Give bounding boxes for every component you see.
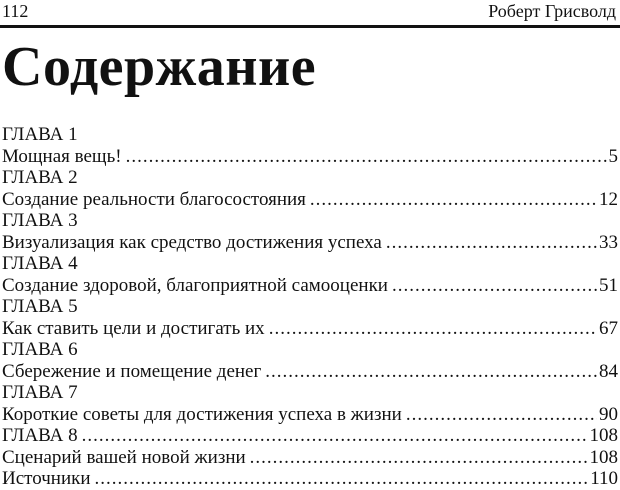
toc-dot-leader xyxy=(95,468,589,490)
toc-entry-title: Источники xyxy=(2,468,91,489)
toc-page-number: 51 xyxy=(599,274,618,296)
toc-entry xyxy=(2,447,618,469)
toc-page-number: 33 xyxy=(599,231,618,253)
toc-chapter-heading: ГЛАВА 1 xyxy=(2,124,78,145)
page-number: 112 xyxy=(2,1,29,21)
toc-entry-title: Короткие советы для достижения успеха в жизни xyxy=(2,403,402,425)
toc-entry xyxy=(2,232,618,254)
toc-dot-leader xyxy=(269,318,597,340)
toc-entry xyxy=(2,404,618,426)
toc-dot-leader xyxy=(82,425,588,447)
toc-dot-leader xyxy=(392,275,597,297)
toc-entry-title: Сбережение и помещение денег xyxy=(2,360,262,382)
page-title: Содержание xyxy=(2,36,317,98)
toc-entry xyxy=(2,468,618,490)
toc-entry xyxy=(2,318,618,340)
toc-chapter-heading: ГЛАВА 4 xyxy=(2,253,78,274)
toc-entry xyxy=(2,361,618,383)
toc-entry xyxy=(2,146,618,168)
toc-entry-title: Сценарий вашей новой жизни xyxy=(2,446,246,468)
toc-entry-title: Создание здоровой, благоприятной самооценки xyxy=(2,274,388,296)
toc-chapter-heading: ГЛАВА 2 xyxy=(2,167,78,188)
toc-chapter-heading: ГЛАВА 6 xyxy=(2,339,78,360)
toc-page-number: 108 xyxy=(589,446,618,468)
toc-dot-leader xyxy=(250,447,588,469)
toc-chapter-heading: ГЛАВА 5 xyxy=(2,296,78,317)
toc-entry-title: Как ставить цели и достигать их xyxy=(2,317,265,339)
toc-chapter-heading: ГЛАВА 3 xyxy=(2,210,78,231)
toc-entry-title: ГЛАВА 8 xyxy=(2,425,78,446)
toc-entry-title: Визуализация как средство достижения успеха xyxy=(2,231,382,253)
toc-entry-title: Мощная вещь! xyxy=(2,145,122,167)
toc-entry xyxy=(2,425,618,447)
toc-dot-leader xyxy=(386,232,597,254)
toc-dot-leader xyxy=(265,361,597,383)
toc-page-number: 90 xyxy=(599,403,618,425)
page-header xyxy=(0,0,620,28)
toc-dot-leader xyxy=(126,146,607,168)
toc-entry xyxy=(2,189,618,211)
toc-page-number: 84 xyxy=(599,360,618,382)
toc-entry-title: Создание реальности благосостояния xyxy=(2,188,306,210)
toc-page-number: 12 xyxy=(599,188,618,210)
toc-page-number: 5 xyxy=(608,145,618,167)
running-head-author: Роберт Грисволд xyxy=(488,1,616,21)
toc-page-number: 67 xyxy=(599,317,618,339)
toc-page-number: 110 xyxy=(590,468,618,489)
toc-entry xyxy=(2,275,618,297)
table-of-contents xyxy=(2,124,618,490)
toc-chapter-heading: ГЛАВА 7 xyxy=(2,382,78,403)
toc-dot-leader xyxy=(406,404,597,426)
header-rule xyxy=(0,25,620,28)
toc-page-number: 108 xyxy=(589,425,618,446)
toc-dot-leader xyxy=(310,189,597,211)
